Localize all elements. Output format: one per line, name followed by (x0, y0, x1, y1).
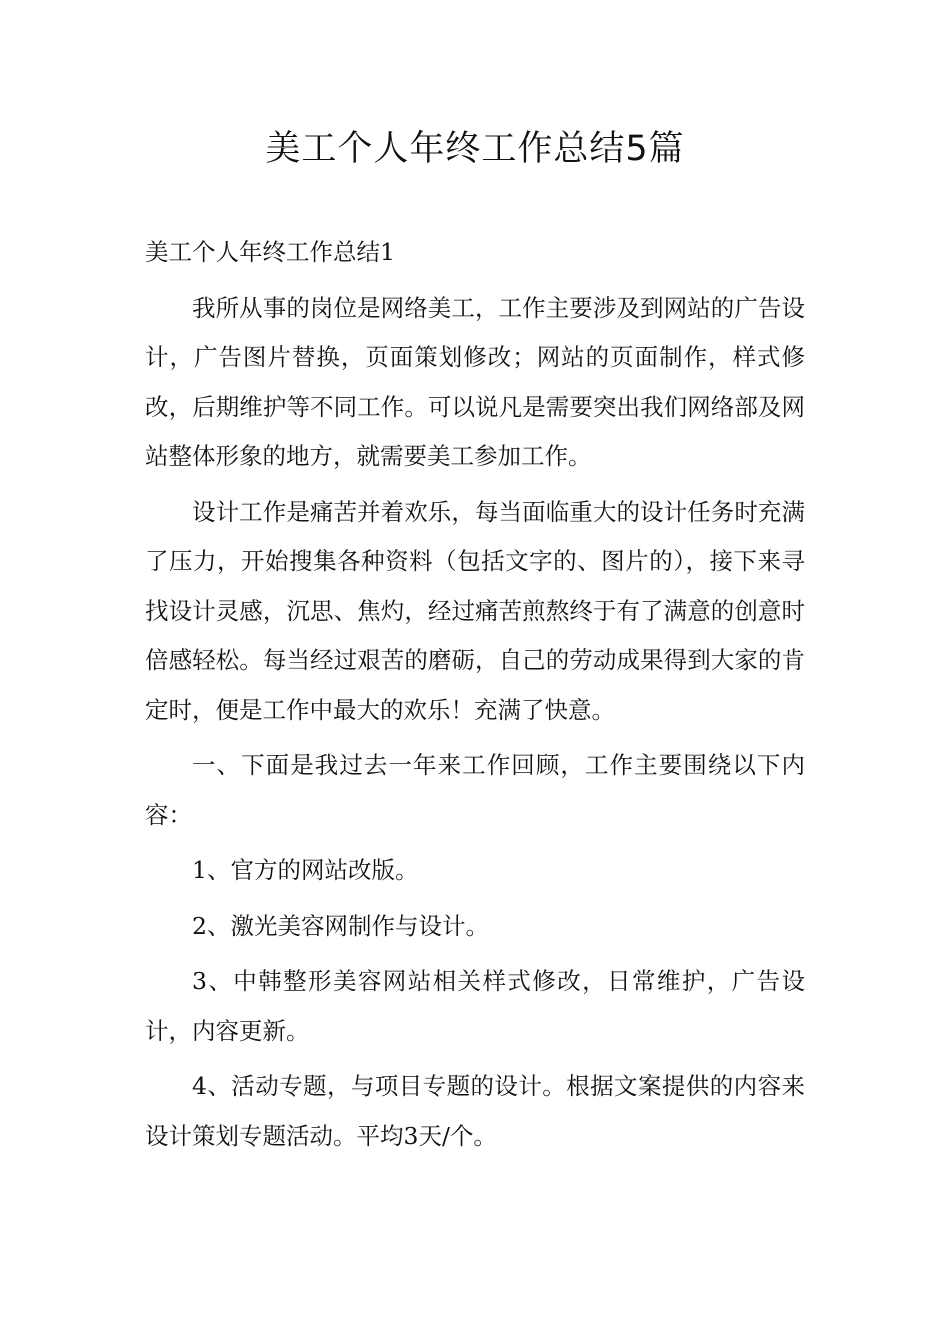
document-body (145, 228, 805, 1167)
paragraph-2: 设计工作是痛苦并着欢乐，每当面临重大的设计任务时充满了压力，开始搜集各种资料（包括文字的、图片的），接下来寻找设计灵感，沉思、焦灼，经过痛苦煎熬终于有了满意的创意时倍感轻松。每当经过艰苦的磨砺，自己的劳动成果得到大家的肯定时，便是工作中最大的欢乐！充满了快意。 (145, 497, 805, 724)
paragraph-1: 我所从事的岗位是网络美工，工作主要涉及到网站的广告设计，广告图片替换，页面策划修改；网站的页面制作，样式修改，后期维护等不同工作。可以说凡是需要突出我们网络部及网站整体形象的地方，就需要美工参加工作。 (145, 293, 805, 470)
paragraph-3: 一、下面是我过去一年来工作回顾，工作主要围绕以下内容： (145, 751, 805, 829)
list-item-1: 1、官方的网站改版。 (192, 856, 419, 884)
document-title: 美工个人年终工作总结5篇 (265, 129, 685, 169)
section-heading: 美工个人年终工作总结1 (145, 238, 395, 266)
list-item-2: 2、激光美容网制作与设计。 (192, 911, 489, 940)
list-item-4: 4、活动专题，与项目专题的设计。根据文案提供的内容来设计策划专题活动。平均3天/个。 (145, 1072, 805, 1150)
list-item-3: 3、中韩整形美容网站相关样式修改，日常维护，广告设计，内容更新。 (145, 967, 805, 1045)
